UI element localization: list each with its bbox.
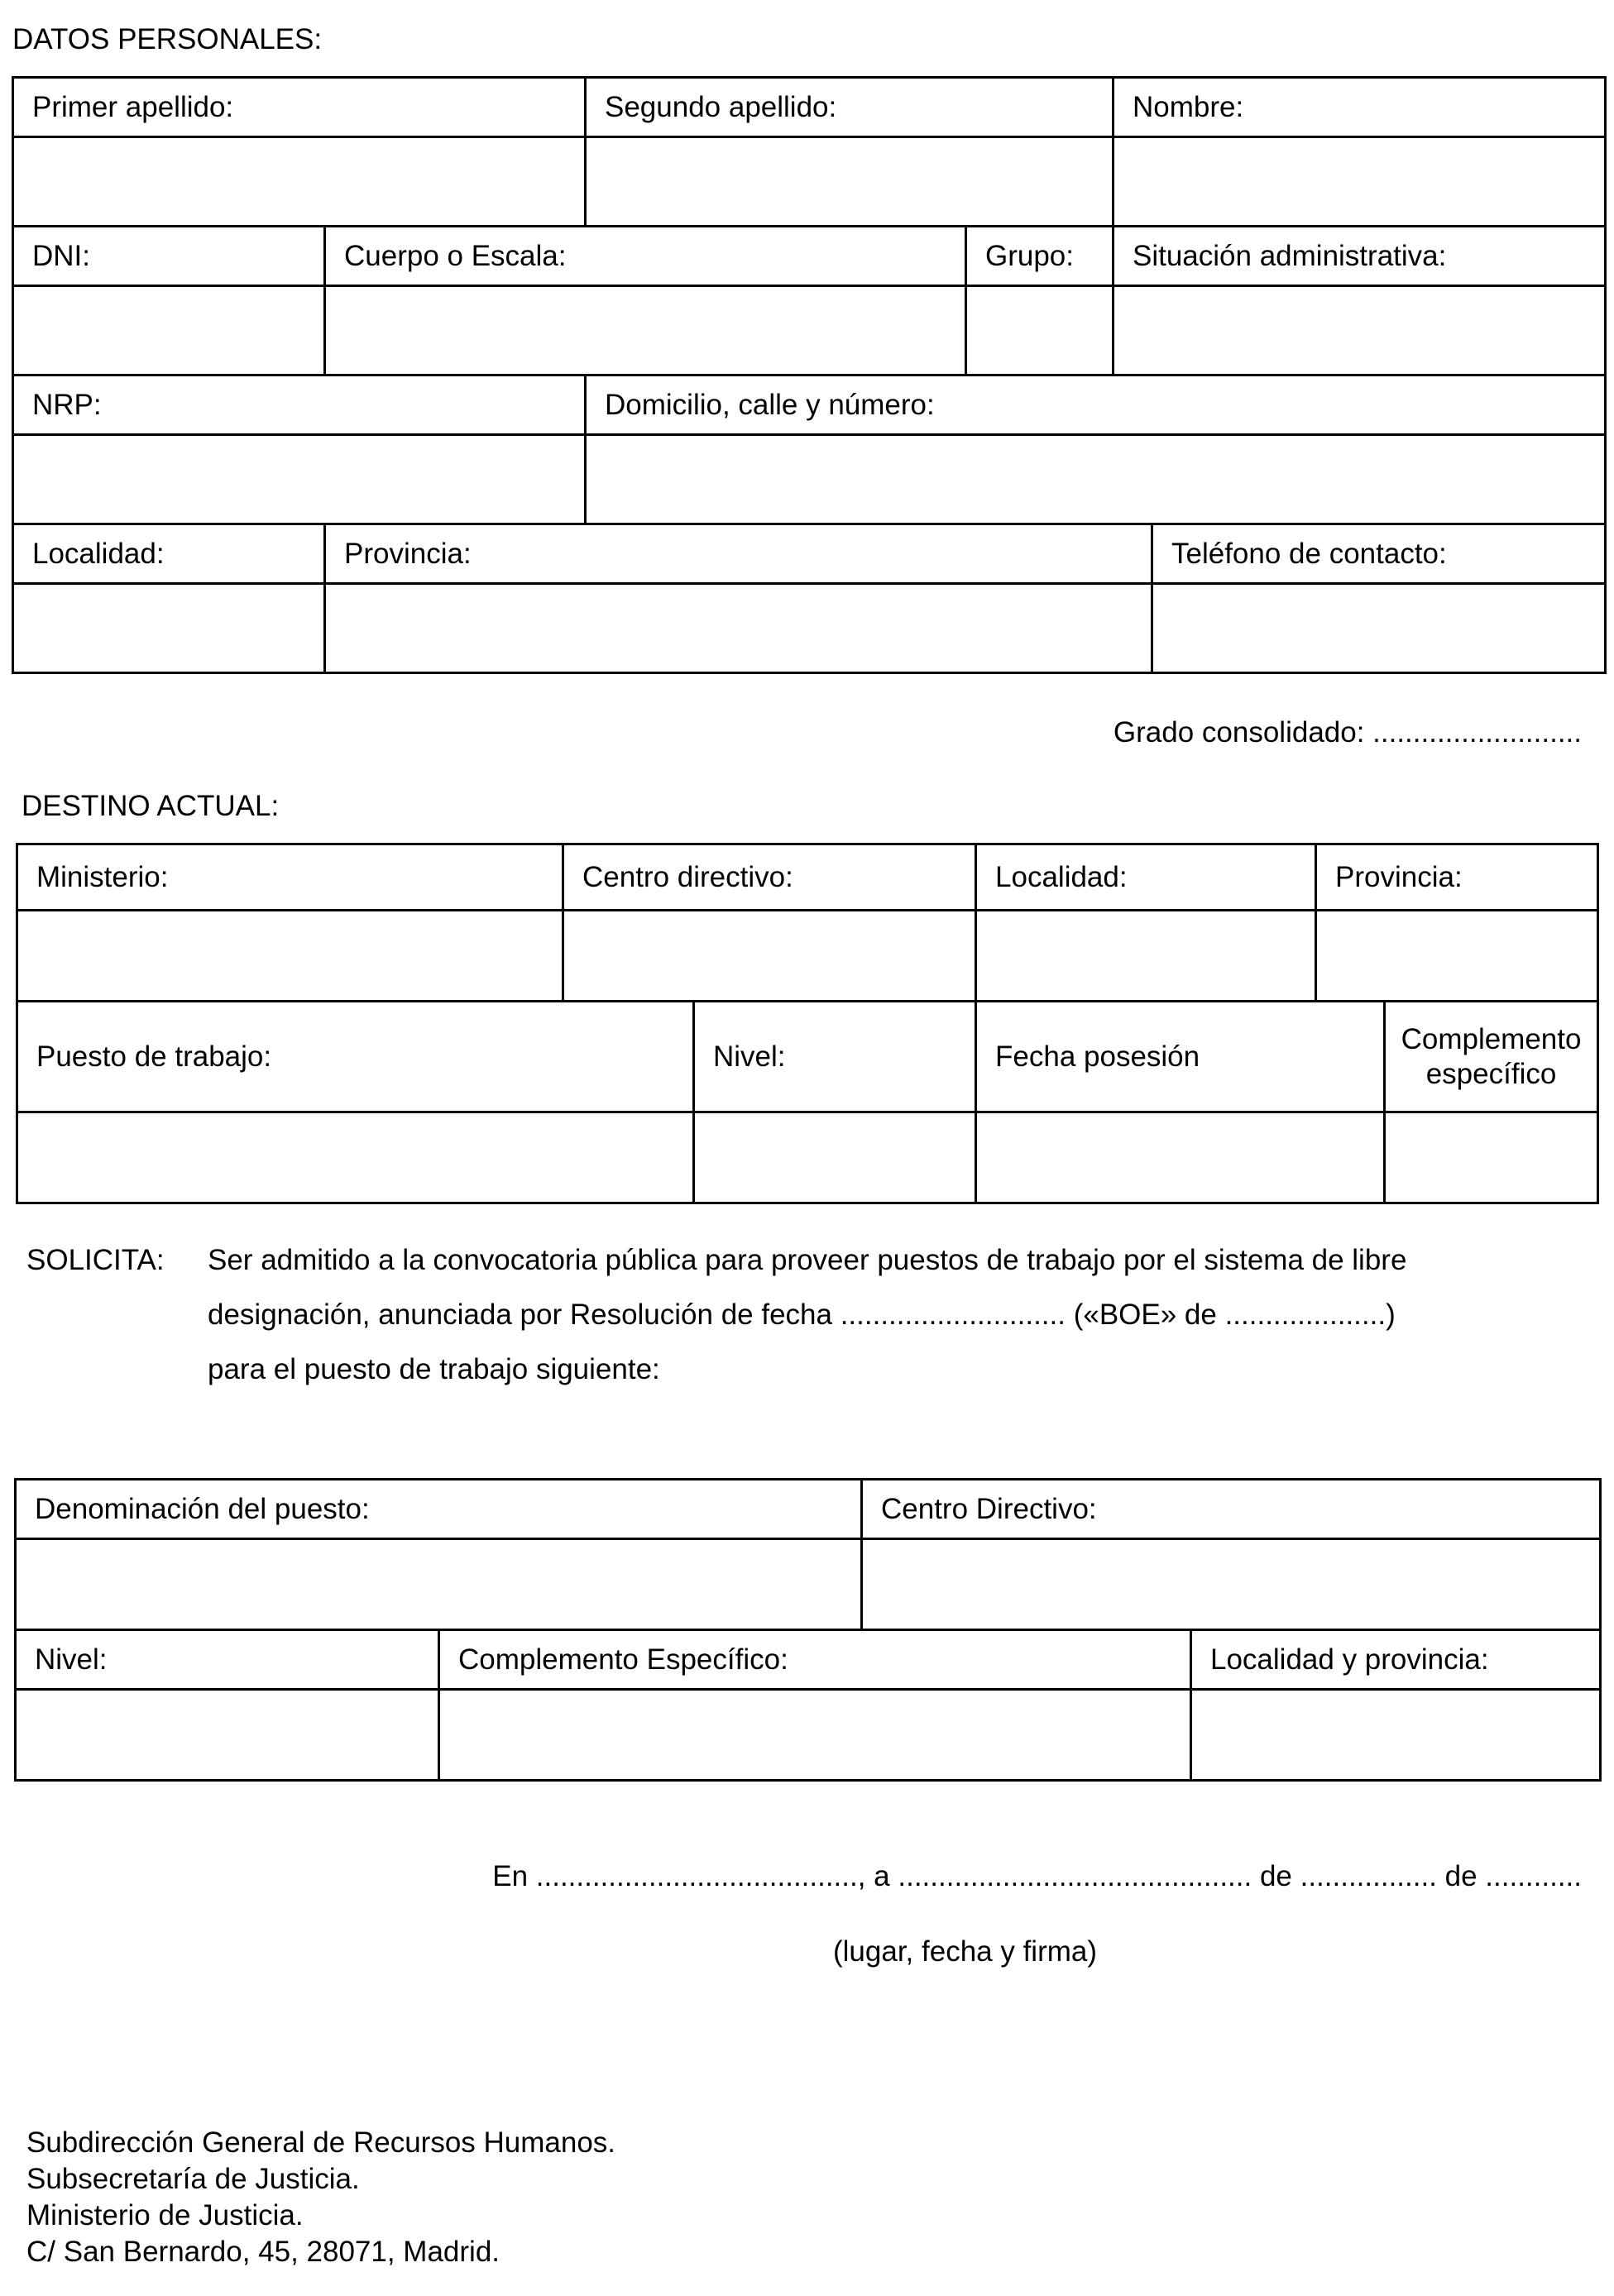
grupo-label: Grupo: <box>966 227 1114 286</box>
destino-provincia-label: Provincia: <box>1316 844 1598 911</box>
primer-apellido-field[interactable] <box>13 137 586 227</box>
nrp-field[interactable] <box>13 435 586 524</box>
telefono-field[interactable] <box>1152 584 1606 673</box>
solicita-label: SOLICITA: <box>26 1244 165 1276</box>
segundo-apellido-field[interactable] <box>586 137 1114 227</box>
nivel-label: Nivel: <box>694 1002 976 1112</box>
grupo-field[interactable] <box>966 286 1114 375</box>
puesto-centro-directivo-field[interactable] <box>862 1539 1601 1630</box>
puesto-solicitado-table <box>14 1478 1602 1782</box>
signature-caption: (lugar, fecha y firma) <box>833 1935 1097 1968</box>
ministerio-label: Ministerio: <box>17 844 563 911</box>
address-line: Subdirección General de Recursos Humanos. <box>26 2126 616 2159</box>
denominacion-puesto-field[interactable] <box>16 1539 862 1630</box>
puesto-trabajo-field[interactable] <box>17 1112 694 1203</box>
nrp-label: NRP: <box>13 375 586 435</box>
localidad-provincia-label: Localidad y provincia: <box>1191 1630 1601 1690</box>
puesto-complemento-field[interactable] <box>439 1690 1191 1781</box>
ministerio-field[interactable] <box>17 911 563 1002</box>
nivel-field[interactable] <box>694 1112 976 1203</box>
solicita-text <box>208 1233 1406 1397</box>
telefono-label: Teléfono de contacto: <box>1152 524 1606 584</box>
address-line: Subsecretaría de Justicia. <box>26 2163 360 2195</box>
domicilio-field[interactable] <box>586 435 1606 524</box>
destino-localidad-label: Localidad: <box>976 844 1316 911</box>
cuerpo-escala-field[interactable] <box>325 286 966 375</box>
solicita-line-2: designación, anunciada por Resolución de fecha ............................ («BOE» de ....................) <box>208 1299 1396 1331</box>
destino-provincia-field[interactable] <box>1316 911 1598 1002</box>
fecha-posesion-label: Fecha posesión <box>976 1002 1385 1112</box>
dni-field[interactable] <box>13 286 325 375</box>
complemento-especifico-label: Complemento específico <box>1385 1002 1598 1112</box>
grado-consolidado: Grado consolidado: .......................... <box>1113 716 1582 749</box>
address-block <box>26 2125 615 2270</box>
provincia-label: Provincia: <box>325 524 1152 584</box>
dni-label: DNI: <box>13 227 325 286</box>
solicita-line-3: para el puesto de trabajo siguiente: <box>208 1353 660 1385</box>
centro-directivo-field[interactable] <box>563 911 976 1002</box>
cuerpo-escala-label: Cuerpo o Escala: <box>325 227 966 286</box>
signature-line: En ........................................, a ............................................ de ................. de ............ <box>492 1860 1582 1892</box>
primer-apellido-label: Primer apellido: <box>13 78 586 137</box>
domicilio-label: Domicilio, calle y número: <box>586 375 1606 435</box>
puesto-complemento-label: Complemento Específico: <box>439 1630 1191 1690</box>
localidad-provincia-field[interactable] <box>1191 1690 1601 1781</box>
nombre-field[interactable] <box>1114 137 1606 227</box>
situacion-administrativa-label: Situación administrativa: <box>1114 227 1606 286</box>
fecha-posesion-field[interactable] <box>976 1112 1385 1203</box>
solicita-line-1: Ser admitido a la convocatoria pública para proveer puestos de trabajo por el sistema de libre <box>208 1244 1407 1276</box>
destino-table <box>16 843 1599 1204</box>
puesto-centro-directivo-label: Centro Directivo: <box>862 1480 1601 1539</box>
puesto-trabajo-label: Puesto de trabajo: <box>17 1002 694 1112</box>
personal-heading: DATOS PERSONALES: <box>12 23 323 55</box>
puesto-nivel-label: Nivel: <box>16 1630 439 1690</box>
complemento-especifico-field[interactable] <box>1385 1112 1598 1203</box>
nombre-label: Nombre: <box>1114 78 1606 137</box>
puesto-nivel-field[interactable] <box>16 1690 439 1781</box>
address-line: C/ San Bernardo, 45, 28071, Madrid. <box>26 2236 500 2268</box>
centro-directivo-label: Centro directivo: <box>563 844 976 911</box>
denominacion-puesto-label: Denominación del puesto: <box>16 1480 862 1539</box>
address-line: Ministerio de Justicia. <box>26 2199 304 2231</box>
segundo-apellido-label: Segundo apellido: <box>586 78 1114 137</box>
destino-heading: DESTINO ACTUAL: <box>22 790 280 822</box>
destino-localidad-field[interactable] <box>976 911 1316 1002</box>
situacion-administrativa-field[interactable] <box>1114 286 1606 375</box>
provincia-field[interactable] <box>325 584 1152 673</box>
localidad-label: Localidad: <box>13 524 325 584</box>
personal-data-table <box>12 76 1607 674</box>
localidad-field[interactable] <box>13 584 325 673</box>
